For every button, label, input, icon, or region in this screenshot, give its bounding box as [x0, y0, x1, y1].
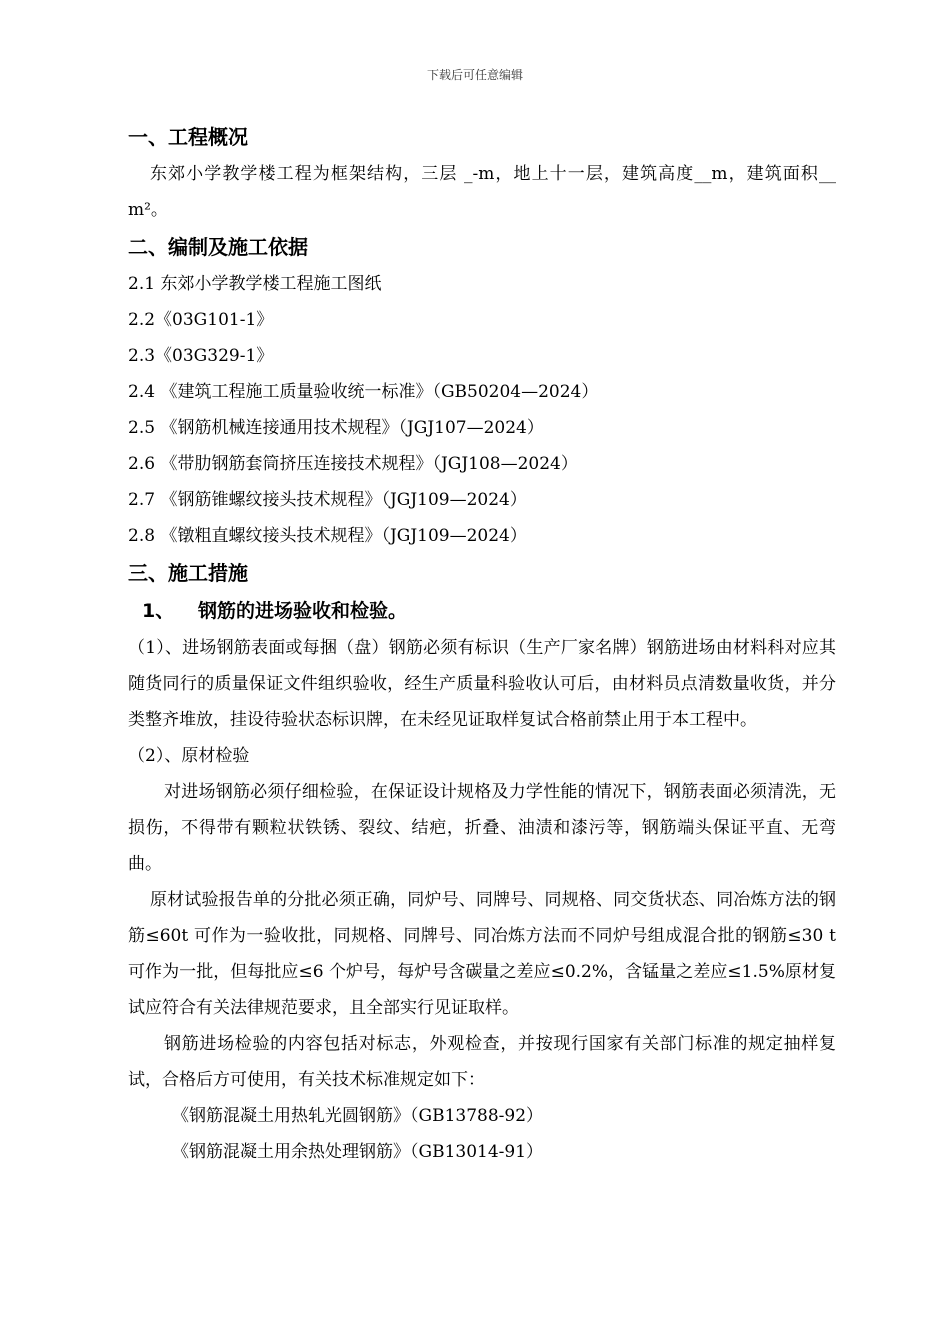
section-3-title: 三、施工措施 — [128, 561, 248, 585]
section-2-title: 二、编制及施工依据 — [128, 235, 308, 259]
section-1-title: 一、工程概况 — [128, 125, 248, 149]
basis-item: 2.6 《带肋钢筋套筒挤压连接技术规程》（JGJ108—2024） — [128, 454, 578, 474]
basis-item: 2.7 《钢筋锥螺纹接头技术规程》（JGJ109—2024） — [128, 490, 527, 510]
basis-item: 2.2《03G101-1》 — [128, 310, 274, 330]
basis-item: 2.1 东郊小学教学楼工程施工图纸 — [128, 274, 382, 294]
basis-item: 2.4 《建筑工程施工质量验收统一标准》（GB50204—2024） — [128, 382, 599, 402]
paragraph-inspection: 对进场钢筋必须仔细检验，在保证设计规格及力学性能的情况下，钢筋表面必须清洗，无损伤，不得带有颗粒状铁锈、裂纹、结疤，折叠、油渍和漆污等，钢筋端头保证平直、无弯曲。 — [128, 782, 836, 874]
document-body — [128, 118, 836, 1170]
basis-item: 2.8 《镦粗直螺纹接头技术规程》（JGJ109—2024） — [128, 526, 527, 546]
standard-item: 《钢筋混凝土用热轧光圆钢筋》（GB13788-92） — [172, 1106, 544, 1126]
basis-list — [128, 266, 836, 554]
basis-item: 2.3《03G329-1》 — [128, 346, 274, 366]
page-header: 下载后可任意编辑 — [426, 68, 523, 82]
paragraph-raw-material-heading: （2）、原材检验 — [128, 746, 250, 766]
subsection-1-number: 1、 — [142, 600, 175, 622]
paragraph-incoming-acceptance: （1）、进场钢筋表面或每捆（盘）钢筋必须有标识（生产厂家名牌）钢筋进场由材料科对应其随货同行的质量保证文件组织验收，经生产质量科验收认可后，由材料员点清数量收货，并分类整齐堆放，挂设待验状态标识牌，在未经见证取样复试合格前禁止用于本工程中。 — [128, 638, 836, 730]
paragraph-inspection-content: 钢筋进场检验的内容包括对标志，外观检查，并按现行国家有关部门标准的规定抽样复试，合格后方可使用，有关技术标准规定如下： — [128, 1034, 836, 1090]
section-1-paragraph: 东郊小学教学楼工程为框架结构，三层 _-m，地上十一层，建筑高度__m，建筑面积__ m²。 — [128, 164, 836, 220]
basis-item: 2.5 《钢筋机械连接通用技术规程》（JGJ107—2024） — [128, 418, 544, 438]
subsection-1-title — [128, 592, 836, 630]
paragraph-batching: 原材试验报告单的分批必须正确，同炉号、同牌号、同规格、同交货状态、同冶炼方法的钢筋≤60t 可作为一验收批，同规格、同牌号、同冶炼方法而不同炉号组成混合批的钢筋≤30 t 可作为一批，但每批应≤6 个炉号，每炉号含碳量之差应≤0.2%，含锰量之差应≤1.5%原材复试应符合有关法律规范要求，且全部实行见证取样。 — [128, 890, 836, 1018]
standard-item: 《钢筋混凝土用余热处理钢筋》（GB13014-91） — [172, 1142, 544, 1162]
subsection-1-text: 钢筋的进场验收和检验。 — [198, 600, 408, 622]
